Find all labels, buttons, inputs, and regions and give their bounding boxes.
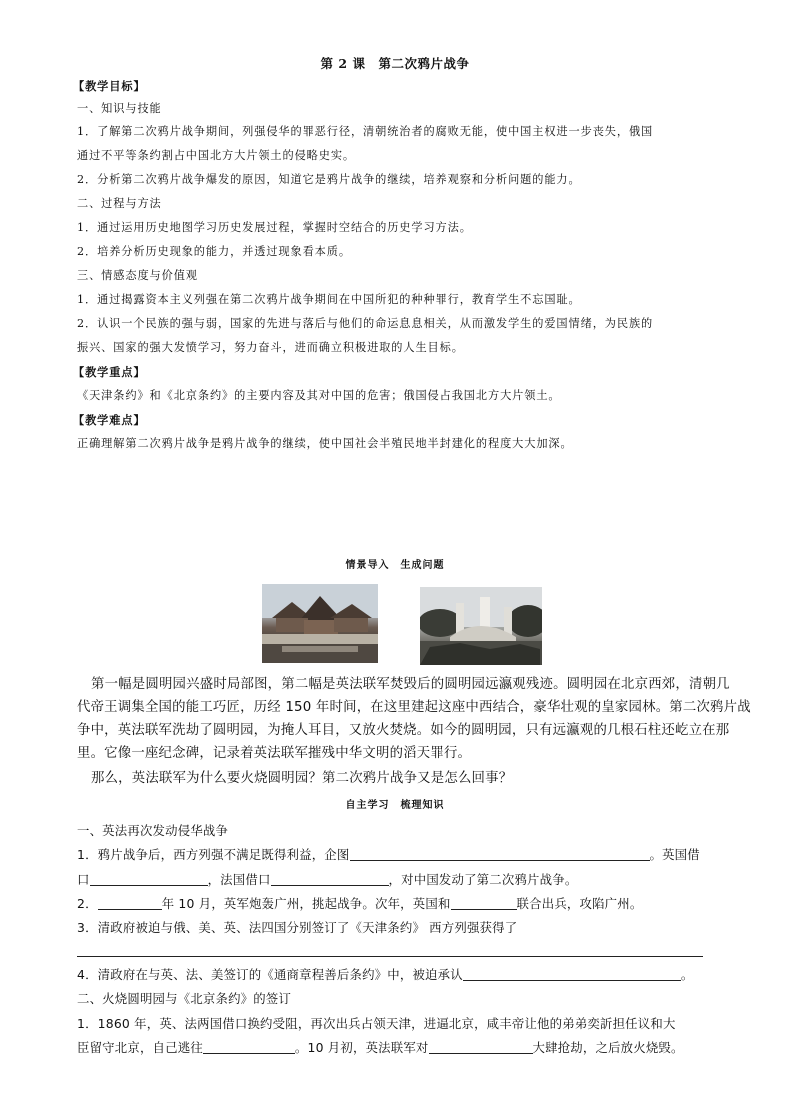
question-1-text-c: 口 bbox=[77, 872, 90, 887]
ruins-illustration bbox=[420, 587, 542, 665]
question-5-text-d: 大肆抢劫，之后放火烧毁。 bbox=[532, 1040, 684, 1055]
lesson-title: 第 2 课 第二次鸦片战争 bbox=[320, 56, 470, 71]
question-3-answer-line bbox=[77, 942, 703, 960]
goals-heading: 【教学目标】 bbox=[73, 79, 146, 93]
question-5-text-c: 。10 月初，英法联军对 bbox=[294, 1040, 429, 1055]
goal-item-1b: 通过不平等条约割占中国北方大片领土的侵略史实。 bbox=[77, 149, 356, 162]
question-2-text-b: 年 10 月，英军炮轰广州，挑起战争。次年，英国和 bbox=[161, 896, 451, 911]
palace-illustration bbox=[262, 584, 378, 663]
question-3: 3．清政府被迫与俄、美、英、法四国分别签订了《天津条约》 西方列强获得了 bbox=[77, 920, 518, 935]
question-2 bbox=[77, 895, 642, 913]
intro-paragraph-line-2: 代帝王调集全国的能工巧匠，历经 150 年时间，在这里建起这座中西结合，豪华壮观的皇家园林。第二次鸦片战 bbox=[77, 700, 751, 715]
yuanmingyuan-prosperity-photo bbox=[262, 584, 378, 663]
question-1-line-2 bbox=[77, 871, 577, 889]
intro-paragraph-line-1: 第一幅是圆明园兴盛时局部图，第二幅是英法联军焚毁后的圆明园远瀛观残迹。圆明园在北京西郊，清朝几 bbox=[91, 677, 730, 692]
intro-paragraph-line-3: 争中，英法联军洗劫了圆明园，为掩人耳目，又放火焚烧。如今的圆明园，只有远瀛观的几根石柱还屹立在那 bbox=[77, 723, 730, 738]
goal-item-4: 2．培养分析历史现象的能力，并透过现象看本质。 bbox=[77, 245, 351, 258]
focus-text: 《天津条约》和《北京条约》的主要内容及其对中国的危害；俄国侵占我国北方大片领土。 bbox=[77, 389, 561, 402]
yuanmingyuan-ruins-photo bbox=[420, 587, 542, 665]
goal-item-2: 2．分析第二次鸦片战争爆发的原因，知道它是鸦片战争的继续，培养观察和分析问题的能力。 bbox=[77, 173, 581, 186]
answer-blank-3[interactable] bbox=[271, 873, 389, 886]
goals-section-2: 二、过程与方法 bbox=[77, 197, 162, 210]
question-5-line-2 bbox=[77, 1039, 684, 1057]
selfstudy-section-title: 自主学习 梳理知识 bbox=[345, 800, 445, 811]
answer-blank-8[interactable] bbox=[203, 1041, 295, 1054]
focus-heading: 【教学重点】 bbox=[73, 365, 146, 379]
goal-item-5: 1．通过揭露资本主义列强在第二次鸦片战争期间在中国所犯的种种罪行，教育学生不忘国耻。 bbox=[77, 293, 581, 306]
intro-question: 那么，英法联军为什么要火烧圆明园？第二次鸦片战争又是怎么回事？ bbox=[91, 771, 513, 786]
question-5-text-b: 臣留守北京，自己逃往 bbox=[77, 1040, 203, 1055]
question-1-text-d: ，法国借口 bbox=[207, 872, 271, 887]
selfstudy-heading-2: 二、火烧圆明园与《北京条约》的签订 bbox=[77, 991, 292, 1006]
goals-section-3: 三、情感态度与价值观 bbox=[77, 269, 198, 282]
question-4-text-b: 。 bbox=[680, 967, 694, 982]
question-4 bbox=[77, 966, 693, 984]
question-1-line-1 bbox=[77, 846, 700, 864]
difficulty-text: 正确理解第二次鸦片战争是鸦片战争的继续，使中国社会半殖民地半封建化的程度大大加深。 bbox=[77, 437, 573, 450]
intro-section-title: 情景导入 生成问题 bbox=[345, 560, 445, 571]
question-1-text-e: ，对中国发动了第二次鸦片战争。 bbox=[388, 872, 578, 887]
goal-item-6b: 振兴、国家的强大发愤学习，努力奋斗，进而确立积极进取的人生目标。 bbox=[77, 341, 464, 354]
answer-blank-5[interactable] bbox=[451, 897, 517, 910]
question-1-text-b: 。英国借 bbox=[649, 847, 700, 862]
answer-blank-1[interactable] bbox=[350, 848, 650, 861]
intro-paragraph-line-4: 里。它像一座纪念碑，记录着英法联军摧残中华文明的滔天罪行。 bbox=[77, 746, 472, 761]
answer-blank-4[interactable] bbox=[98, 897, 162, 910]
goal-item-3: 1．通过运用历史地图学习历史发展过程，掌握时空结合的历史学习方法。 bbox=[77, 221, 472, 234]
question-2-text-a: 2． bbox=[77, 896, 98, 911]
question-5-line-1: 1．1860 年，英、法两国借口换约受阻，再次出兵占领天津，进逼北京，咸丰帝让他的弟弟奕訢担任议和大 bbox=[77, 1016, 676, 1031]
answer-blank-9[interactable] bbox=[429, 1041, 533, 1054]
question-4-text-a: 4．清政府在与英、法、美签订的《通商章程善后条约》中，被迫承认 bbox=[77, 967, 463, 982]
answer-blank-7[interactable] bbox=[463, 968, 681, 981]
answer-blank-6[interactable] bbox=[77, 949, 703, 957]
selfstudy-heading-1: 一、英法再次发动侵华战争 bbox=[77, 823, 229, 838]
goal-item-6a: 2．认识一个民族的强与弱，国家的先进与落后与他们的命运息息相关，从而激发学生的爱国情绪，为民族的 bbox=[77, 317, 654, 330]
question-2-text-c: 联合出兵，攻陷广州。 bbox=[516, 896, 643, 911]
answer-blank-2[interactable] bbox=[90, 873, 208, 886]
question-1-text-a: 1．鸦片战争后，西方列强不满足既得利益，企图 bbox=[77, 847, 350, 862]
difficulty-heading: 【教学难点】 bbox=[73, 413, 146, 427]
goal-item-1a: 1．了解第二次鸦片战争期间，列强侵华的罪恶行径，清朝统治者的腐败无能，使中国主权进一步丧失，俄国 bbox=[77, 125, 654, 138]
goals-section-1: 一、知识与技能 bbox=[77, 102, 162, 115]
